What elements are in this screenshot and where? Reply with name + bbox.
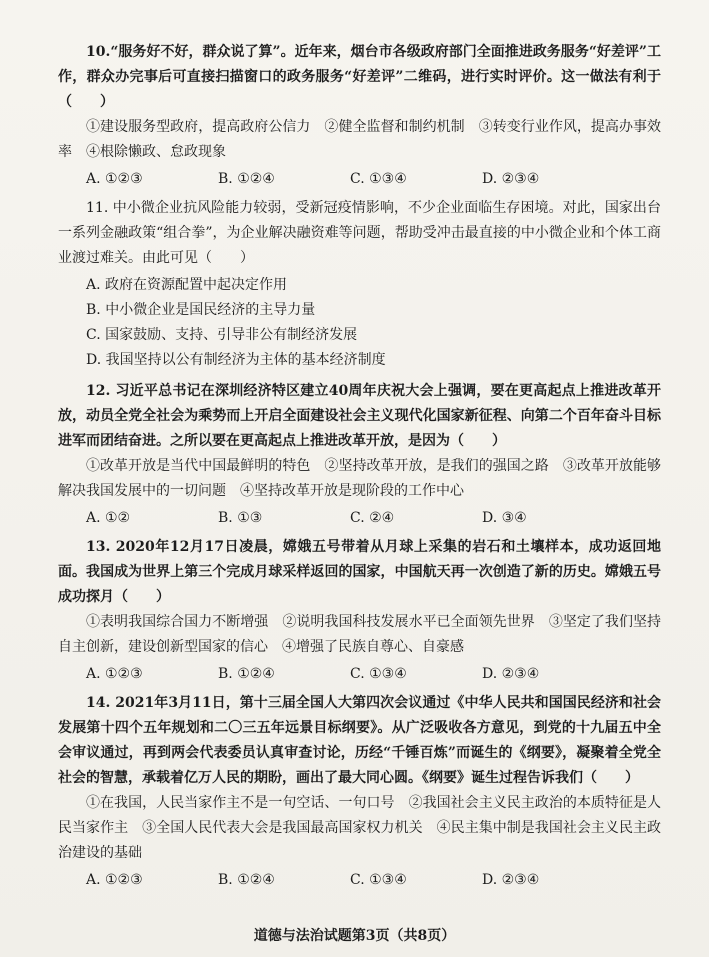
choice-d: D. ③④	[482, 510, 527, 526]
choice-b: B. ①②④	[218, 171, 275, 187]
choice-a: A. ①②③	[86, 171, 143, 187]
choice-b: B. ①③	[218, 510, 263, 526]
choice-c: C. ①③④	[350, 666, 407, 682]
choice-c: C. ①③④	[350, 171, 407, 187]
option-c: C. 国家鼓励、支持、引导非公有制经济发展	[86, 327, 358, 343]
question-10	[58, 40, 661, 192]
answer-choices	[58, 167, 661, 192]
question-12	[58, 379, 661, 531]
question-stem: 13. 2020年12月17日凌晨，嫦娥五号带着从月球上采集的岩石和土壤样本，成功返回地面。我国成为世界上第三个完成月球采样返回的国家，中国航天再一次创造了新的历史。嫦娥五号成功探月（ ）	[58, 539, 661, 605]
question-statements: ①表明我国综合国力不断增强 ②说明我国科技发展水平已全面领先世界 ③坚定了我们坚持自主创新，建设创新型国家的信心 ④增强了民族自尊心、自豪感	[58, 614, 661, 655]
question-13	[58, 535, 661, 687]
option-d: D. 我国坚持以公有制经济为主体的基本经济制度	[86, 352, 386, 368]
question-statements: ①在我国，人民当家作主不是一句空话、一句口号 ②我国社会主义民主政治的本质特征是人民当家作主 ③全国人民代表大会是我国最高国家权力机关 ④民主集中制是我国社会主义民主政治建设的基础	[58, 795, 661, 861]
page-footer: 道德与法治试题第3页（共8页）	[253, 928, 456, 944]
question-stem: 14. 2021年3月11日，第十三届全国人大第四次会议通过《中华人民共和国国民经济和社会发展第十四个五年规划和二〇三五年远景目标纲要》。从广泛吸收各方意见，到党的十九届五中全会审议通过，再到两会代表委员认真审查讨论，历经“千锤百炼”而诞生的《纲要》，凝聚着全党全社会的智慧，承载着亿万人民的期盼，画出了最大同心圆。《纲要》诞生过程告诉我们（ ）	[58, 695, 661, 786]
question-stem: 12. 习近平总书记在深圳经济特区建立40周年庆祝大会上强调，要在更高起点上推进改革开放，动员全党全社会为乘势而上开启全面建设社会主义现代化国家新征程、向第二个百年奋斗目标进军而团结奋进。之所以要在更高起点上推进改革开放，是因为（ ）	[58, 383, 661, 449]
question-statements: ①改革开放是当代中国最鲜明的特色 ②坚持改革开放，是我们的强国之路 ③改革开放能够解决我国发展中的一切问题 ④坚持改革开放是现阶段的工作中心	[58, 458, 661, 499]
answer-choices	[58, 662, 661, 687]
choice-d: D. ②③④	[482, 872, 540, 888]
choice-b: B. ①②④	[218, 872, 275, 888]
question-stem: 11. 中小微企业抗风险能力较弱，受新冠疫情影响，不少企业面临生存困境。对此，国家出台一系列金融政策“组合拳”，为企业解决融资难等问题，帮助受冲击最直接的中小微企业和个体工商业渡过难关。由此可见（ ）	[58, 200, 661, 266]
choice-d: D. ②③④	[482, 171, 540, 187]
option-a: A. 政府在资源配置中起决定作用	[86, 277, 288, 293]
answer-choices	[58, 868, 661, 893]
choice-d: D. ②③④	[482, 666, 540, 682]
choice-a: A. ①②	[86, 510, 131, 526]
answer-options	[58, 273, 661, 373]
choice-c: C. ①③④	[350, 872, 407, 888]
option-b: B. 中小微企业是国民经济的主导力量	[86, 302, 316, 318]
choice-a: A. ①②③	[86, 666, 143, 682]
choice-a: A. ①②③	[86, 872, 143, 888]
question-statements: ①建设服务型政府，提高政府公信力 ②健全监督和制约机制 ③转变行业作风，提高办事效率 ④根除懒政、怠政现象	[58, 119, 661, 160]
question-14	[58, 691, 661, 893]
question-11	[58, 196, 661, 373]
choice-c: C. ②④	[350, 510, 395, 526]
question-stem: 10.“服务好不好，群众说了算”。近年来，烟台市各级政府部门全面推进政务服务“好差评”工作，群众办完事后可直接扫描窗口的政务服务“好差评”二维码，进行实时评价。这一做法有利于（ ）	[58, 44, 661, 110]
choice-b: B. ①②④	[218, 666, 275, 682]
answer-choices	[58, 506, 661, 531]
